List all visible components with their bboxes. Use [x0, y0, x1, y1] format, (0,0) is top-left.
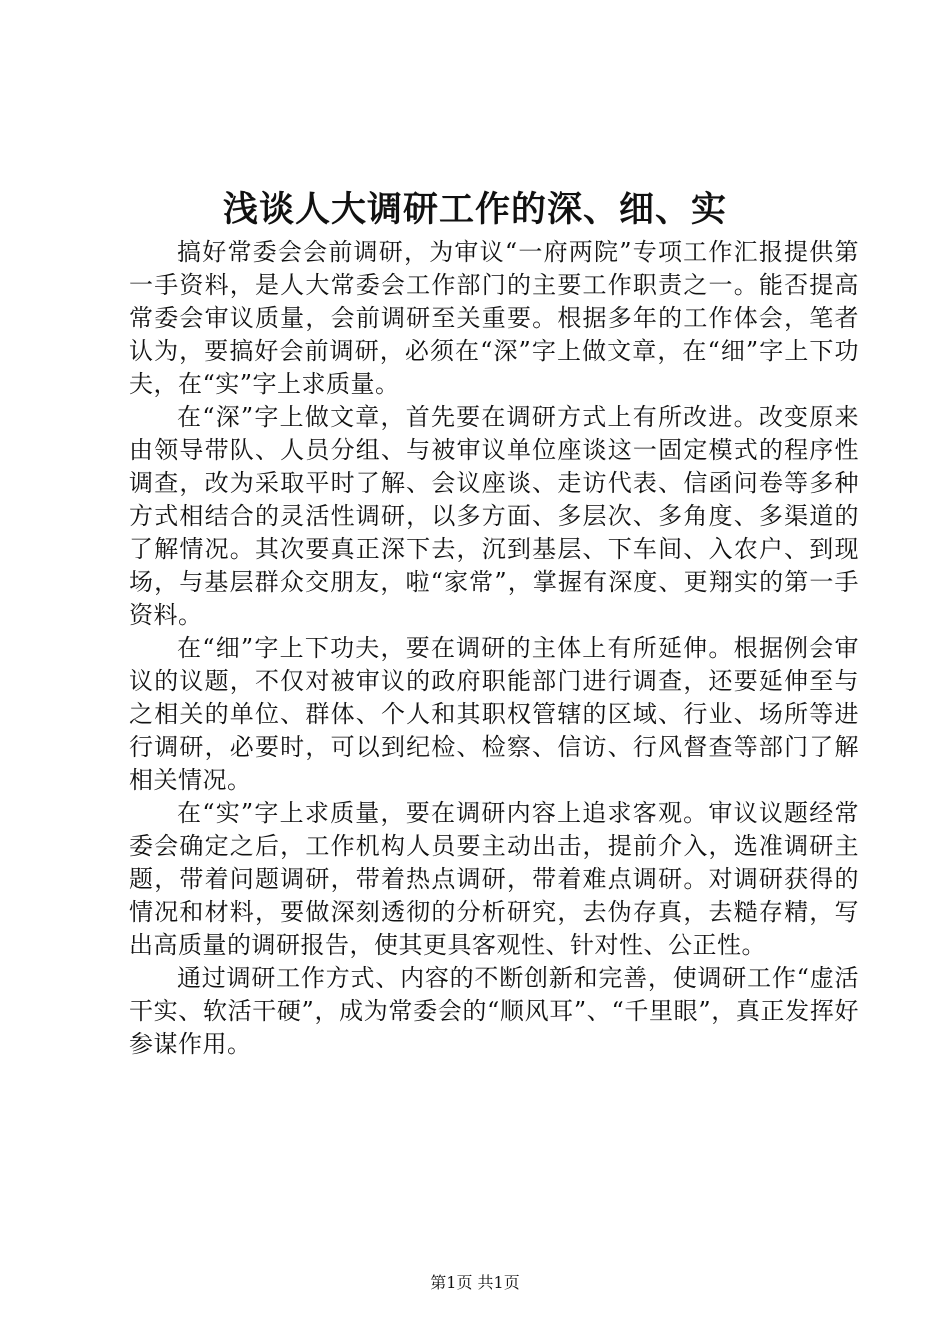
paragraph-2: 在“深”字上做文章，首先要在调研方式上有所改进。改变原来由领导带队、人员分组、与被审议单位座谈这一固定模式的程序性调查，改为采取平时了解、会议座谈、走访代表、信函问卷等多种方式相结合的灵活性调研，以多方面、多层次、多角度、多渠道的了解情况。其次要真正深下去，沉到基层、下车间、入农户、到现场，与基层群众交朋友，啦“家常”，掌握有深度、更翔实的第一手资料。 — [129, 403, 859, 629]
paragraph-4: 在“实”字上求质量，要在调研内容上追求客观。审议议题经常委会确定之后，工作机构人员要主动出击，提前介入，选准调研主题，带着问题调研，带着热点调研，带着难点调研。对调研获得的情况和材料，要做深刻透彻的分析研究，去伪存真，去糙存精，写出高质量的调研报告，使其更具客观性、针对性、公正性。 — [129, 799, 859, 959]
paragraph-5: 通过调研工作方式、内容的不断创新和完善，使调研工作“虚活干实、软活干硬”，成为常委会的“顺风耳”、“千里眼”，真正发挥好参谋作用。 — [129, 964, 859, 1058]
paragraph-3: 在“细”字上下功夫，要在调研的主体上有所延伸。根据例会审议的议题，不仅对被审议的政府职能部门进行调查，还要延伸至与之相关的单位、群体、个人和其职权管辖的区域、行业、场所等进行调研，必要时，可以到纪检、检察、信访、行风督查等部门了解相关情况。 — [129, 634, 859, 794]
document-title: 浅谈人大调研工作的深、细、实 — [222, 189, 727, 230]
page-number-footer: 第1页 共1页 — [430, 1273, 520, 1292]
document-body — [129, 236, 859, 1061]
paragraph-1: 搞好常委会会前调研，为审议“一府两院”专项工作汇报提供第一手资料，是人大常委会工作部门的主要工作职责之一。能否提高常委会审议质量，会前调研至关重要。根据多年的工作体会，笔者认为，要搞好会前调研，必须在“深”字上做文章，在“细”字上下功夫，在“实”字上求质量。 — [129, 238, 859, 398]
